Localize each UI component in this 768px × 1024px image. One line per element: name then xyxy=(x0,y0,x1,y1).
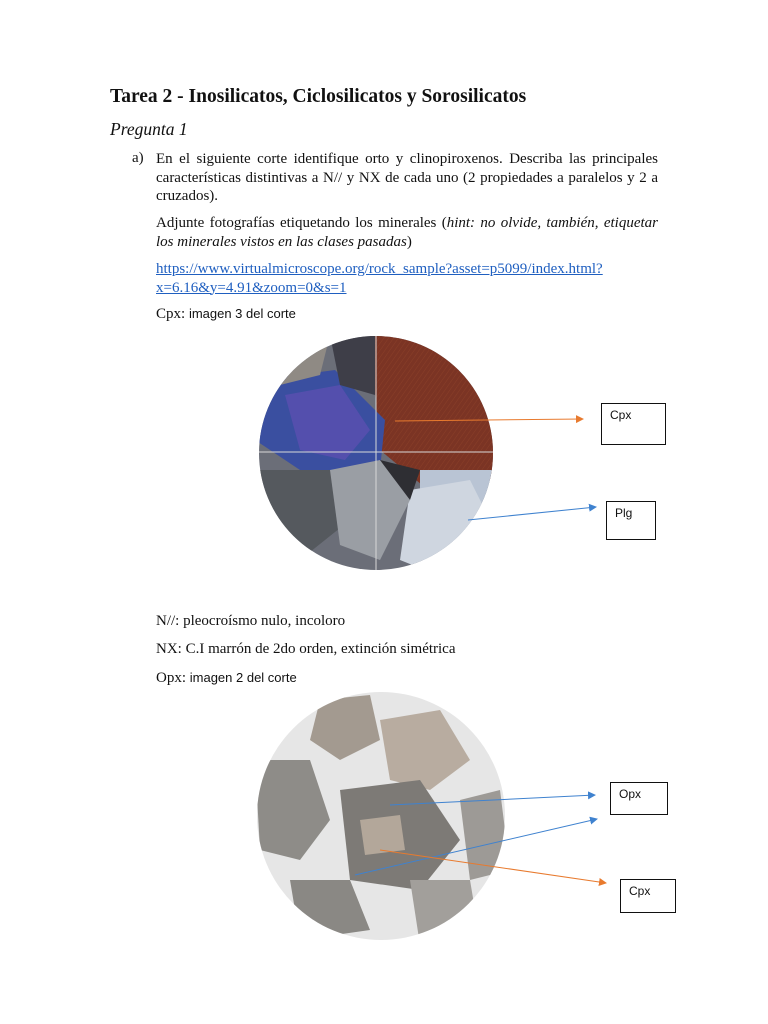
attach-instruction-text: Adjunte fotografías etiquetando los minerales ( xyxy=(156,215,447,231)
plg-arrow xyxy=(468,507,596,520)
figure2-caption xyxy=(156,670,297,687)
figure2-caption-prefix: Opx: xyxy=(156,670,186,686)
instruction-paragraph: En el siguiente corte identifique orto y clinopiroxenos. Describa las principales características distintivas a N// y NX de cada uno (2 propiedades a paralelos y 2 a cruzados). xyxy=(156,151,658,204)
document-title: Tarea 2 - Inosilicatos, Ciclosilicatos y Sorosilicatos xyxy=(110,86,527,107)
micrograph-crossed-polars xyxy=(250,330,515,580)
label-plg-fig1: Plg xyxy=(606,501,656,540)
micrograph-parallel-polars xyxy=(250,690,515,945)
figure2-caption-text: imagen 2 del corte xyxy=(189,670,297,685)
label-cpx-fig2: Cpx xyxy=(620,879,676,913)
list-marker: a) xyxy=(132,150,144,166)
figure1-caption-text: imagen 3 del corte xyxy=(188,306,296,321)
figure1-caption-prefix: Cpx: xyxy=(156,306,186,322)
link-line-1[interactable]: https://www.virtualmicroscope.org/rock_sample?asset=p5099/index.html? xyxy=(156,261,603,277)
attach-instruction-close: ) xyxy=(406,233,412,250)
link-line-2[interactable]: x=6.16&y=4.91&zoom=0&s=1 xyxy=(156,279,347,296)
question-heading: Pregunta 1 xyxy=(110,119,188,139)
hint-text: hint: no olvide, también, etiquetar los minerales vistos en las clases pasadas xyxy=(156,215,658,250)
label-cpx-fig1: Cpx xyxy=(601,403,666,445)
n-parallel-properties: N//: pleocroísmo nulo, incoloro xyxy=(156,613,346,629)
nx-crossed-properties: NX: C.I marrón de 2do orden, extinción simétrica xyxy=(156,641,456,657)
label-opx-fig2: Opx xyxy=(610,782,668,815)
